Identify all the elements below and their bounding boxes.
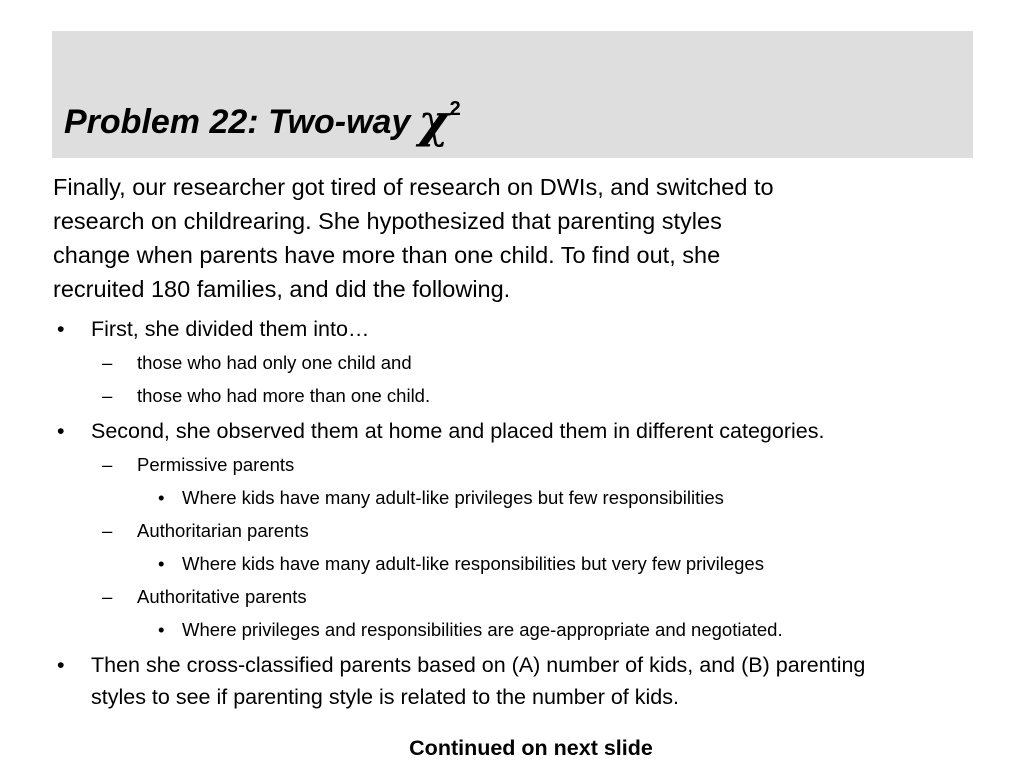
intro-line: change when parents have more than one child. To find out, she: [53, 242, 721, 268]
dash-marker: –: [102, 454, 113, 475]
bullet-text: Then she cross-classified parents based on (A) number of kids, and (B) parenting: [91, 653, 866, 677]
intro-line: recruited 180 families, and did the following.: [53, 276, 511, 302]
slide-title: [64, 85, 461, 146]
sub-item-text: Permissive parents: [137, 454, 295, 475]
intro-line: Finally, our researcher got tired of research on DWIs, and switched to: [53, 174, 774, 200]
bullet-text: First, she divided them into…: [91, 317, 370, 341]
bullet-marker: •: [158, 619, 165, 640]
bullet-marker: •: [57, 653, 65, 677]
detail-text: Where kids have many adult-like responsibilities but very few privileges: [182, 553, 764, 574]
dash-marker: –: [102, 586, 113, 607]
sub-item-text: Authoritarian parents: [137, 520, 309, 541]
bullet-text-continued: styles to see if parenting style is related to the number of kids.: [91, 685, 679, 709]
detail-text: Where kids have many adult-like privileges but few responsibilities: [182, 487, 724, 508]
dash-marker: –: [102, 385, 113, 406]
bullet-marker: •: [158, 553, 165, 574]
intro-paragraph: [53, 170, 983, 306]
detail-text: Where privileges and responsibilities are age-appropriate and negotiated.: [182, 619, 783, 640]
dash-marker: –: [102, 520, 113, 541]
chi-symbol: χ: [418, 94, 449, 148]
chi-superscript: 2: [449, 98, 461, 120]
bullet-marker: •: [57, 419, 65, 443]
bullet-marker: •: [57, 317, 65, 341]
sub-item-text: Authoritative parents: [137, 586, 307, 607]
intro-line: research on childrearing. She hypothesized that parenting styles: [53, 208, 722, 234]
continued-note: Continued on next slide: [409, 736, 653, 760]
bullet-marker: •: [158, 487, 165, 508]
sub-item-text: those who had more than one child.: [137, 385, 431, 406]
sub-item-text: those who had only one child and: [137, 352, 412, 373]
dash-marker: –: [102, 352, 113, 373]
slide-title-text: Problem 22: Two-way: [64, 103, 411, 141]
title-band: [52, 31, 973, 158]
bullet-text: Second, she observed them at home and placed them in different categories.: [91, 419, 825, 443]
